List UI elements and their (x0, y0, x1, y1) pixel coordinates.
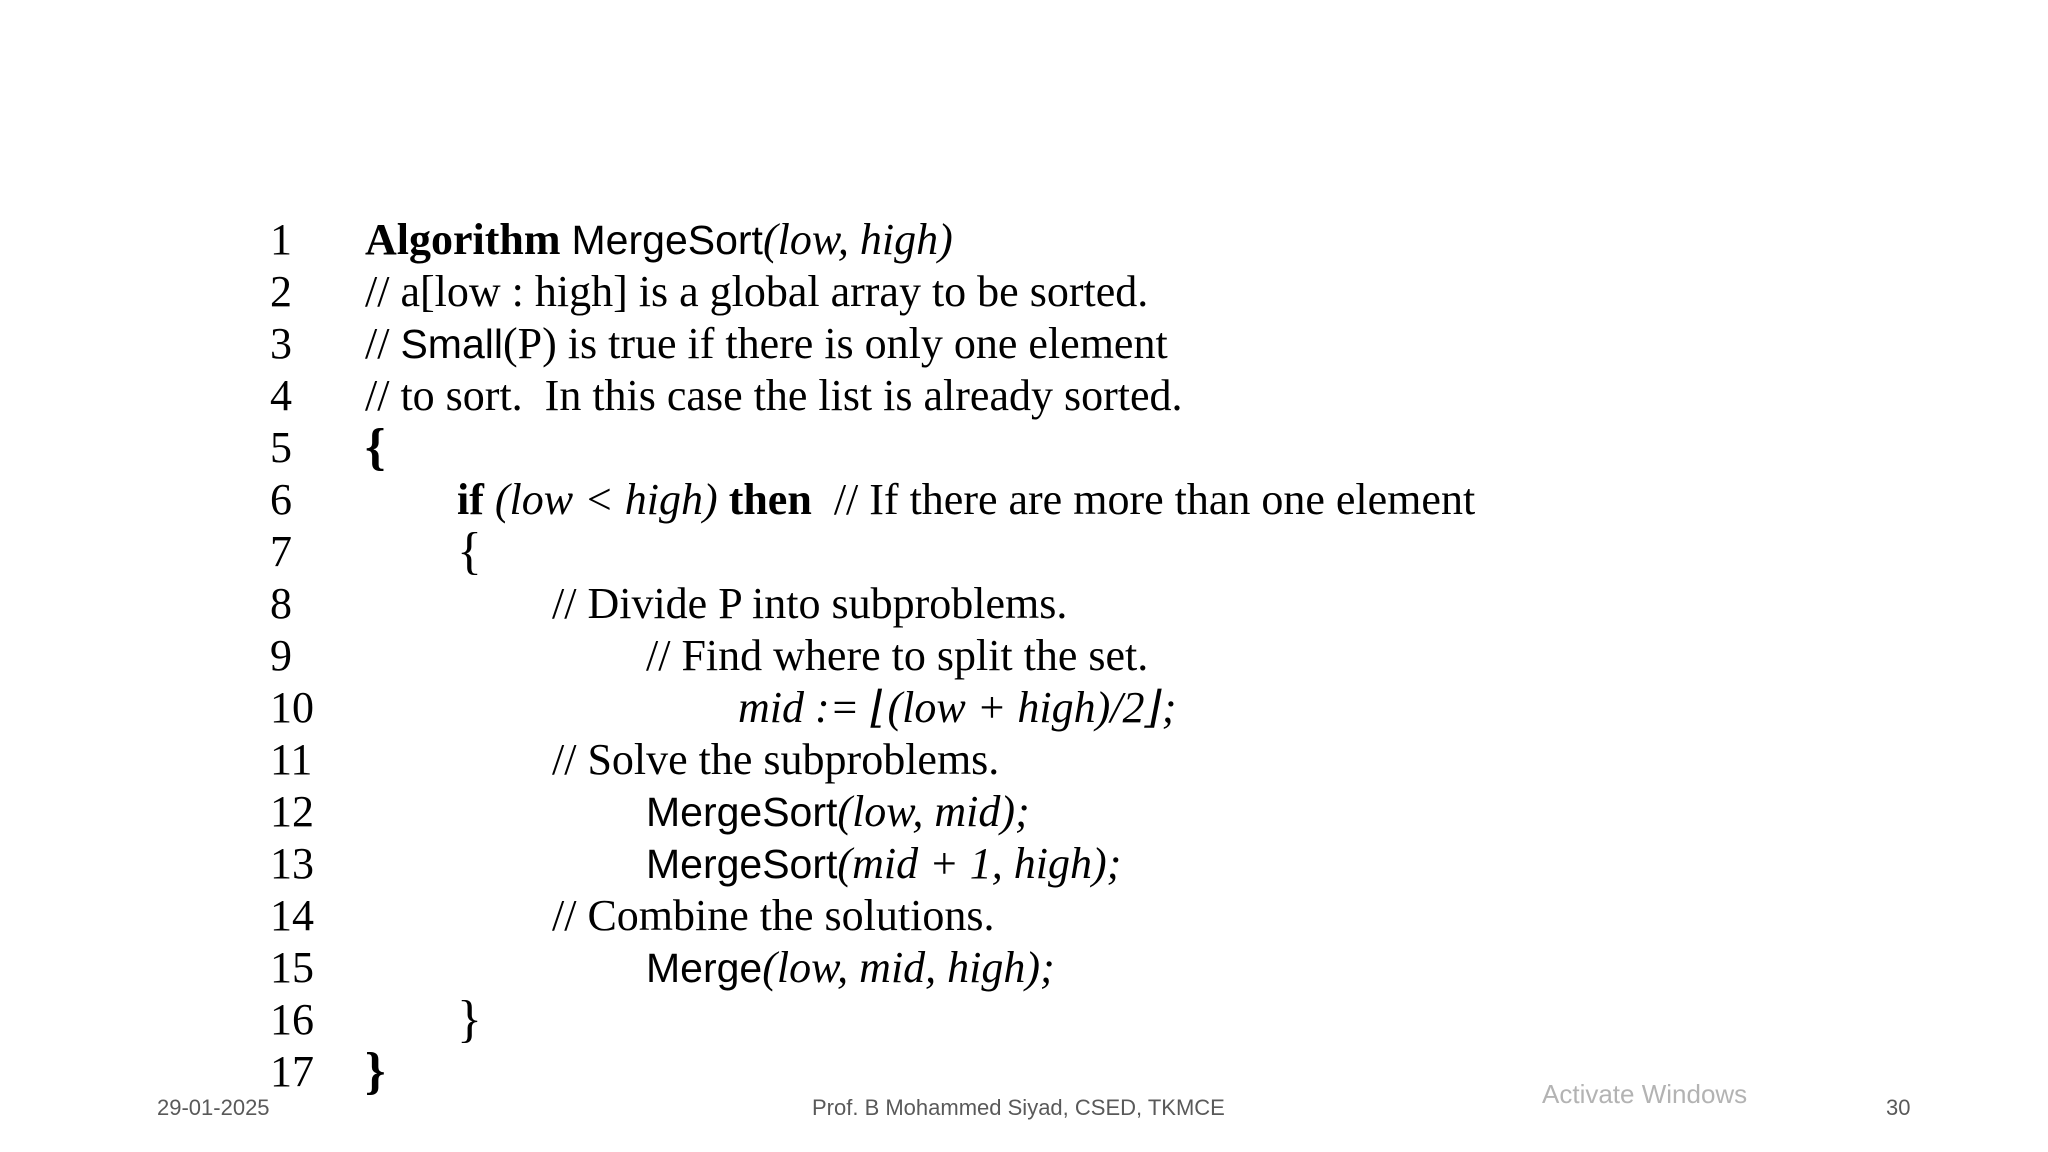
code-line-10 (0, 682, 2048, 734)
line-content (646, 786, 1030, 838)
code-line-1 (0, 214, 2048, 266)
comment-prefix: // (365, 319, 401, 368)
line-number: 15 (270, 943, 314, 992)
code-line-4 (0, 370, 2048, 422)
comment-text: // to sort. In this case the list is already sorted. (365, 371, 1183, 420)
slide-page-number: 30 (1886, 1095, 1911, 1120)
open-brace: { (457, 523, 482, 580)
comment-text: // Combine the solutions. (552, 891, 995, 940)
footer-date: 29-01-2025 (157, 1095, 270, 1120)
line-number: 16 (270, 995, 314, 1044)
code-line-8 (0, 578, 2048, 630)
close-brace: } (365, 1043, 386, 1100)
line-number: 17 (270, 1047, 314, 1096)
line-number: 6 (270, 475, 292, 524)
close-brace: } (457, 991, 482, 1048)
code-line-13 (0, 838, 2048, 890)
line-content (457, 474, 1475, 526)
code-line-15 (0, 942, 2048, 994)
function-call-name: MergeSort (646, 789, 838, 835)
comment-text: // Divide P into subproblems. (552, 579, 1068, 628)
line-number: 11 (270, 735, 313, 784)
comment-text: // Find where to split the set. (646, 631, 1149, 680)
code-line-11 (0, 734, 2048, 786)
arguments: (low, mid, high); (762, 943, 1055, 992)
function-call-name: Merge (646, 945, 763, 991)
line-number: 4 (270, 371, 292, 420)
line-number: 7 (270, 527, 292, 576)
keyword-if: if (457, 475, 484, 524)
code-line-7 (0, 523, 2048, 580)
line-content (646, 942, 1055, 994)
assignment-statement: mid := ⌊(low + high)/2⌋; (738, 683, 1177, 732)
line-number: 2 (270, 267, 292, 316)
line-number: 14 (270, 891, 314, 940)
code-line-2 (0, 266, 2048, 318)
comment-text: (P) is true if there is only one element (502, 319, 1168, 368)
arguments: (low, high) (762, 215, 953, 264)
comment-text: // If there are more than one element (811, 475, 1476, 524)
footer-author: Prof. B Mohammed Siyad, CSED, TKMCE (812, 1095, 1225, 1120)
code-line-14 (0, 890, 2048, 942)
code-line-5 (0, 419, 2048, 476)
line-number: 1 (270, 215, 292, 264)
line-number: 10 (270, 683, 314, 732)
condition: (low < high) (483, 475, 729, 524)
open-brace: { (365, 419, 386, 476)
comment-text: // Solve the subproblems. (552, 735, 1000, 784)
line-content (365, 214, 953, 266)
algorithm-code-block (0, 214, 2048, 1100)
line-content (365, 318, 1168, 370)
activate-windows-watermark: Activate Windows (1542, 1079, 1748, 1109)
arguments: (low, mid); (837, 787, 1030, 836)
function-call-name: MergeSort (646, 841, 838, 887)
keyword-algorithm: Algorithm (365, 215, 561, 264)
code-line-3 (0, 318, 2048, 370)
function-name: Small (400, 321, 503, 367)
line-content (646, 838, 1121, 890)
code-line-9 (0, 630, 2048, 682)
line-number: 8 (270, 579, 292, 628)
function-name: MergeSort (571, 217, 763, 263)
line-number: 13 (270, 839, 314, 888)
line-number: 9 (270, 631, 292, 680)
line-number: 3 (270, 319, 292, 368)
comment-text: // a[low : high] is a global array to be sorted. (365, 267, 1149, 316)
code-line-16 (0, 991, 2048, 1048)
line-number: 5 (270, 423, 292, 472)
code-line-6 (0, 474, 2048, 526)
keyword-then: then (728, 475, 812, 524)
code-line-12 (0, 786, 2048, 838)
arguments: (mid + 1, high); (837, 839, 1122, 888)
line-number: 12 (270, 787, 314, 836)
